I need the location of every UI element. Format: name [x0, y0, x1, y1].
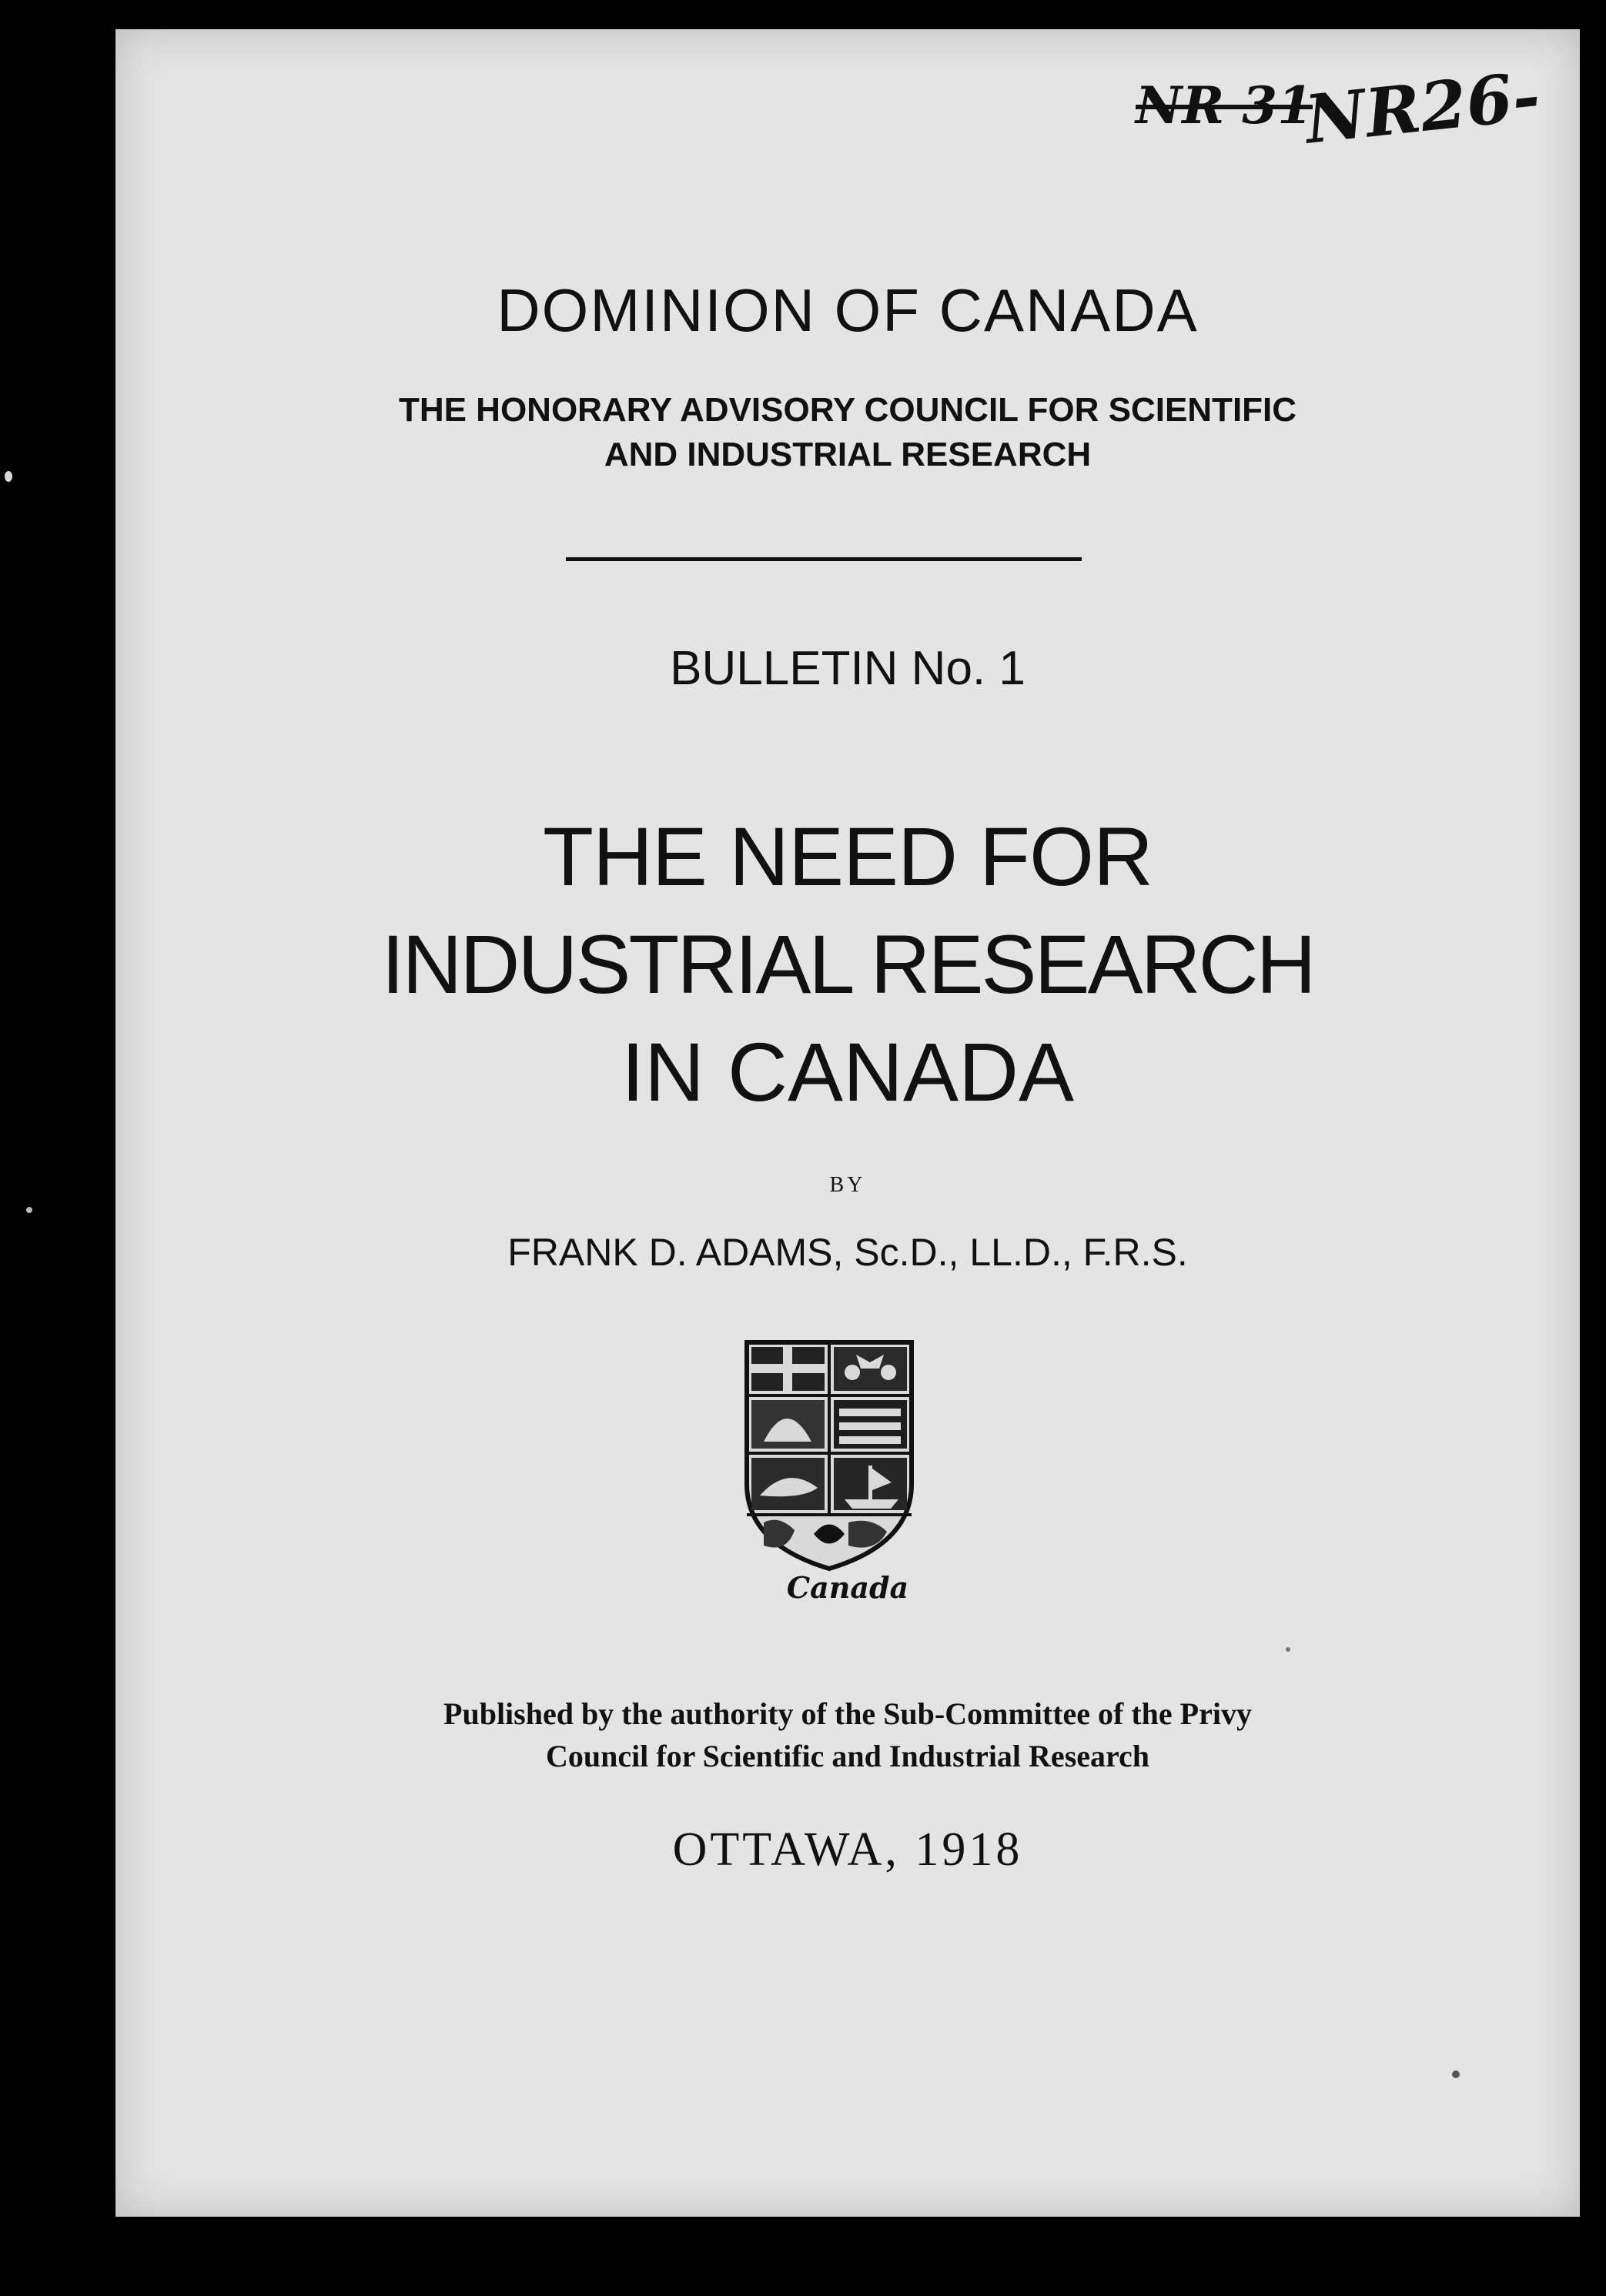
council-line-1: THE HONORARY ADVISORY COUNCIL FOR SCIENTIFIC	[398, 391, 1297, 429]
scan-speck	[1286, 1647, 1290, 1652]
council-line-2: AND INDUSTRIAL RESEARCH	[604, 436, 1092, 473]
divider-rule	[566, 557, 1082, 561]
scan-speck	[26, 1207, 32, 1213]
publisher-line-2: Council for Scientific and Industrial Research	[545, 1739, 1150, 1773]
scan-speck	[5, 471, 12, 482]
scan-speck	[1452, 2070, 1460, 2078]
author-name: FRANK D. ADAMS, Sc.D., LL.D., F.R.S.	[507, 1231, 1188, 1274]
imprint-place-date: OTTAWA, 1918	[672, 1823, 1023, 1876]
coat-of-arms-motto: Canada	[786, 1570, 909, 1605]
bulletin-number: BULLETIN No. 1	[670, 642, 1025, 695]
handwritten-catalog-number: NR26-	[1301, 57, 1544, 159]
title-line-3: IN CANADA	[621, 1025, 1075, 1118]
country-heading: DOMINION OF CANADA	[497, 276, 1199, 344]
document-page	[115, 29, 1580, 2217]
title-line-1: THE NEED FOR	[542, 810, 1153, 903]
coat-of-arms-icon	[741, 1338, 918, 1576]
title-line-2: INDUSTRIAL RESEARCH	[381, 917, 1314, 1011]
struck-catalog-number: NR 31	[1136, 75, 1313, 135]
byline-by: BY	[829, 1173, 866, 1197]
publisher-line-1: Published by the authority of the Sub-Committee of the Privy	[443, 1696, 1252, 1731]
